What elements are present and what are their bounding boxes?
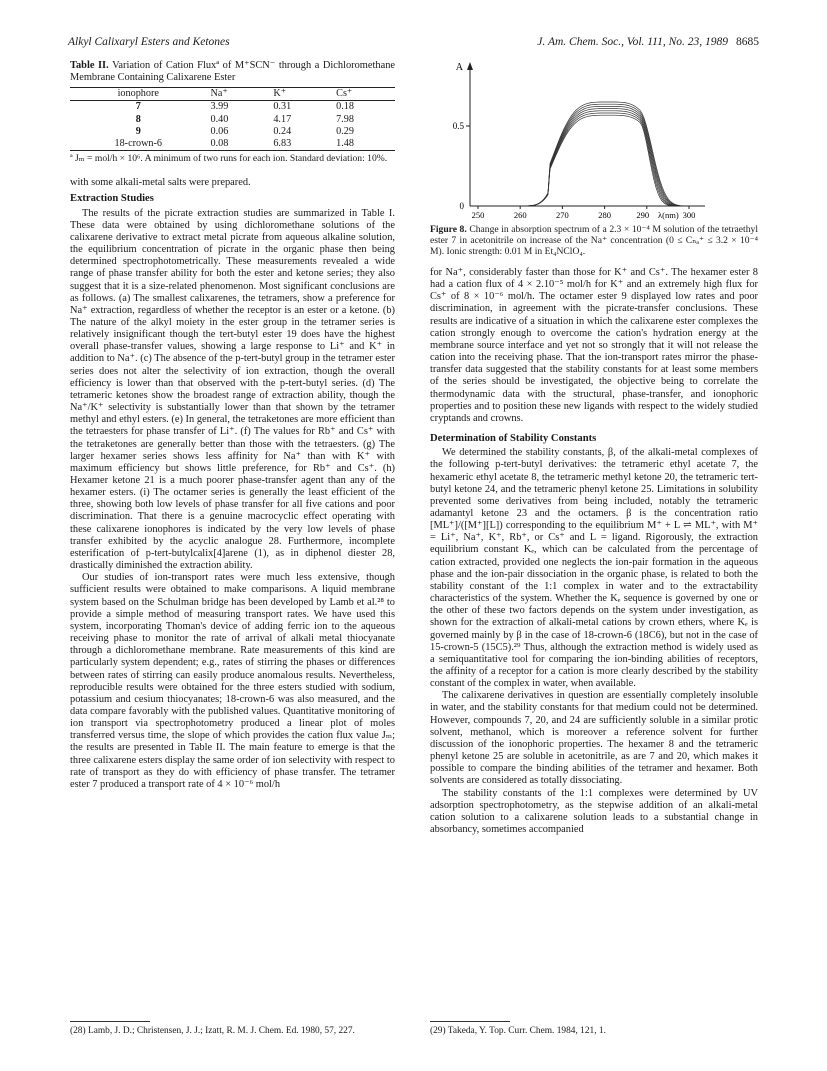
y-axis-label: A	[455, 62, 463, 73]
y-axis-arrow	[467, 62, 473, 70]
footnote-rule	[70, 1021, 150, 1022]
spectrum-curves	[490, 102, 692, 206]
footnote-29: (29) Takeda, Y. Top. Curr. Chem. 1984, 121, 1.	[430, 1026, 606, 1036]
x-tick-label: 260	[513, 210, 527, 220]
col-header-na: Na⁺	[210, 88, 228, 100]
figure-caption-label: Figure 8.	[430, 224, 467, 235]
table-caption	[70, 60, 395, 84]
col-header-k: K⁺	[273, 88, 287, 100]
table-cell: 7.98	[336, 113, 354, 125]
footnote-rule	[430, 1021, 510, 1022]
paragraph: The calixarene derivatives in question are essentially completely insoluble in water, and the stability constants for that medium could not be determined. However, compounds 7, 20, and 24 are sufficiently soluble in a similar protic solvent, methanol, which is moreover a reference solvent for further discussion of the ionophoric properties. The hexamer 8 and the tetrameric phenyl ketone 25 are soluble in acetonitrile, as are 7 and 20, which makes it possible to compare the binding abilities of the tetramer and hexamer. Both solvents are considered as totally dissociating.	[430, 690, 758, 787]
y-tick-label: 0	[459, 201, 464, 211]
table-cell: 8	[135, 113, 141, 125]
table-header-row	[70, 88, 395, 101]
table-cell: 3.99	[210, 101, 229, 113]
paragraph: The stability constants of the 1:1 complexes were determined by UV adsorption spectrophotometry, as the stepwise addition of an alkali-metal cation solution to a calixarene solution leads to a substantial change in absorbancy, sometimes accompanied	[430, 787, 758, 836]
table-cell: 0.24	[273, 125, 292, 137]
figure-caption	[430, 224, 758, 257]
spectrum-curve	[490, 113, 692, 206]
x-unit-label: λ(nm)	[658, 210, 679, 220]
table-cell: 0.18	[336, 101, 354, 113]
x-tick-label: 280	[598, 210, 611, 220]
table-cell: 1.48	[336, 137, 354, 149]
table-cell: 18-crown-6	[114, 137, 163, 149]
table-row	[70, 138, 395, 151]
table-cell: 7	[135, 101, 141, 113]
figure-8	[430, 60, 758, 220]
x-tick-label: 250	[471, 210, 485, 220]
col-header-ionophore: ionophore	[117, 88, 159, 100]
table-caption-text: Variation of Cation Fluxª of M⁺SCN⁻ through a Dichloromethane Membrane Containing Calixarene Ester	[70, 60, 395, 84]
running-title: Alkyl Calixaryl Esters and Ketones	[68, 36, 230, 48]
x-tick-label: 300	[682, 210, 696, 220]
footnote-right	[430, 1021, 758, 1037]
table-row	[70, 101, 395, 114]
table-row	[70, 114, 395, 126]
cation-flux-table	[70, 87, 395, 151]
table-row	[70, 126, 395, 138]
left-column	[70, 60, 395, 791]
paragraph: with some alkali-metal salts were prepared.	[70, 177, 251, 189]
table-cell: 6.83	[273, 137, 292, 149]
table-cell: 4.17	[273, 113, 292, 125]
x-tick-label: 270	[556, 210, 569, 220]
paragraph: for Na⁺, considerably faster than those for K⁺ and Cs⁺. The hexamer ester 8 had a cation flux of 4 × 2.10⁻⁵ mol/h for K⁺ and an extremely high flux for Cs⁺ of 8 × 10⁻⁶ mol/h. The octamer ester 9 displayed low rates and poor discrimination, in agreement with the picrate-transfer conclusions. These results are indicative of a situation in which the calixarene ester complexes the cation strongly enough to overcome the cation's hydration energy at the membrane source interface and yet not so strongly that it will not release the cation into the receiving phase. That the ion-transport rates mirror the phase-transfer data suggested that the stability constants for at least some members of the series should be investigated, the objective being to correlate the thermodynamic data with the structural, phase-transfer, and ionophoric properties and to position these new ligands with respect to the widely studied cryptands and crowns.	[430, 267, 758, 424]
table-cell: 0.40	[210, 113, 229, 125]
figure-caption-text: Change in absorption spectrum of a 2.3 × 10⁻⁴ M solution of the tetraethyl ester 7 in acetonitrile on increase of the Na⁺ concentration (0 ≤ Cₙₐ⁺ ≤ 3.2 × 10⁻⁴ M). Ionic strength: 0.01 M in Et₄NClO₄.	[430, 224, 758, 257]
right-column	[430, 60, 758, 836]
table-cell: 0.08	[210, 137, 229, 149]
paragraph: Our studies of ion-transport rates were much less extensive, though sufficient results were obtained to make comparisons. A liquid membrane system based on the Schulman bridge has been developed by Lamb et al.²⁸ to provide a simple method of measuring transport rates. We have used this system, incorporating Thoman's device of adding ferric ion to the aqueous receiving phase to monitor the rate of arrival of alkali metal thiocyanate through a dichloromethane membrane. Rate measurements of this kind are particularly system dependent; e.g., rates of stirring the phases or differences between rates of stirring can easily produce anomalous results. Nevertheless, reproducible results were obtained for the three esters studied with sodium, potassium and cesium thiocyanates; 18-crown-6 was also measured, and the data compare favorably with the published values. Quantitative monitoring of ion transport via spectrophotometry produced a linear plot of moles transferred versus time, the slope of which provides the cation flux value Jₘ; the results are presented in Table II. The main feature to emerge is that the three calixarene esters display the same order of ion selectivity with respect to rate of transport as they do with efficiency of phase transfer. The tetramer ester 7 produced a transport rate of 4 × 10⁻⁶ mol/h	[70, 572, 395, 790]
y-tick-label: 0.5	[452, 121, 464, 131]
section-heading-stability: Determination of Stability Constants	[430, 433, 597, 445]
absorption-spectrum-plot	[430, 60, 758, 220]
spectrum-curve	[490, 106, 692, 206]
table-cell: 0.31	[273, 101, 292, 113]
table-cell: 0.29	[336, 125, 354, 137]
section-heading-extraction: Extraction Studies	[70, 193, 154, 205]
footnote-left	[70, 1021, 395, 1037]
table-cell: 0.06	[210, 125, 229, 137]
page-number: 8685	[736, 36, 759, 48]
col-header-cs: Cs⁺	[336, 88, 353, 100]
footnote-28: (28) Lamb, J. D.; Christensen, J. J.; Izatt, R. M. J. Chem. Ed. 1980, 57, 227.	[70, 1026, 355, 1036]
journal-name: J. Am. Chem. Soc., Vol. 111, No. 23, 1989	[537, 36, 728, 48]
x-tick-label: 290	[636, 210, 650, 220]
spectrum-curve	[490, 115, 692, 206]
table-caption-label: Table II.	[70, 60, 109, 71]
paragraph: We determined the stability constants, β, of the alkali-metal complexes of the following p-tert-butyl derivatives: the tetrameric ethyl acetate 7, the hexameric ethyl acetate 8, the tetrameric methyl ketone 20, the tetrameric tert-butyl ketone 24, and the tetrameric phenyl ketone 25. Limitations in solubility prevented some derivatives from being included, notably the tetrameric adamantyl ketone 23 and the octamers. β is the concentration ratio [ML⁺]/([M⁺][L]) corresponding to the equilibrium M⁺ + L ⇌ ML⁺, with M⁺ = Li⁺, Na⁺, K⁺, Rb⁺, or Cs⁺ and L = ligand. Rigorously, the extraction equilibrium constant Kₑ, which can be calculated from the percentage of cation extracted, provided one neglects the ion-pair formation in the aqueous phase and the ion-pair dissociation in the organic phase, is related to both the stability constant of the 1:1 complex in water and to the extractability characteristics of the system. Whether the Kₑ sequence is governed by one or the other of these two factors depends on the system under investigation, as shown for the extraction of alkali-metal cations by crown ethers, where Kₑ is governed mainly by β in the case of 18-crown-6 (18C6), but not in the case of 15-crown-5 (15C5).²⁹ Thus, although the extraction method is widely used as a semiquantitative tool for comparing the ion-binding abilities of receptors, the affinity of a receptor for a cation is more clearly described by the stability constant of the complex in water, when available.	[430, 447, 758, 690]
paragraph: The results of the picrate extraction studies are summarized in Table I. These data were obtained by using dichloromethane solutions of the calixarene derivative to extract metal picrate from aqueous alkaline solution, the equilibrium concentration of picrate in the organic phase then being determined spectrophotometrically. These measurements revealed a wide range of phase transfer ability for both the ester and ketone series; they also suggest that it is a size-related phenomenon. Most significant conclusions are as follows. (a) The smallest calixarenes, the tetramers, show a preference for Na⁺ extraction, regardless of whether the receptor is an ester or a ketone. (b) The nature of the alkyl moiety in the ester group in the tetramer series is relatively insignificant though the tert-butyl ester 19 does have the highest overall phase-transfer values, showing a large response to Li⁺ and K⁺ in addition to Na⁺. (c) The absence of the p-tert-butyl group in the tetramer ester series does not alter the selectivity of ion extraction, though the overall efficiency is lower than that observed with the p-tert-butyl series. (d) The tetrameric ketones show the broadest range of extraction ability, though the Na⁺/K⁺ selectivity is substantially lower than that shown by the tetramer methyl and ethyl esters. (e) In general, the tetraketones are more efficient than the tetraesters for phase transfer of Li⁺. (f) The values for Rb⁺ and Cs⁺ with the tetraketones are generally better than those with the tetraesters. (g) The larger hexamer series shows less affinity for Na⁺ than with K⁺ with maximum efficiency but shows little preference, for Rb⁺ and Cs⁺. (h) Hexamer ketone 21 is a much poorer phase-transfer agent than any of the hexamer esters. (i) The octamer series is generally the least efficient of the three, showing both low levels of phase transfer for all five cations and poor discrimination. That there is a genuine macrocyclic effect operating with these calixarene ionophores is indicated by the very low levels of phase transfer exhibited by the acyclic analogue 28. Furthermore, incomplete esterification of p-tert-butylcalix[4]arene (1), as in diphenol diester 28, drastically diminished the extraction ability.	[70, 207, 395, 572]
table-cell: 9	[135, 125, 141, 137]
journal-citation	[537, 36, 759, 48]
table-footnote: ª Jₘ = mol/h × 10⁶. A minimum of two runs for each ion. Standard deviation: 10%.	[70, 153, 388, 165]
